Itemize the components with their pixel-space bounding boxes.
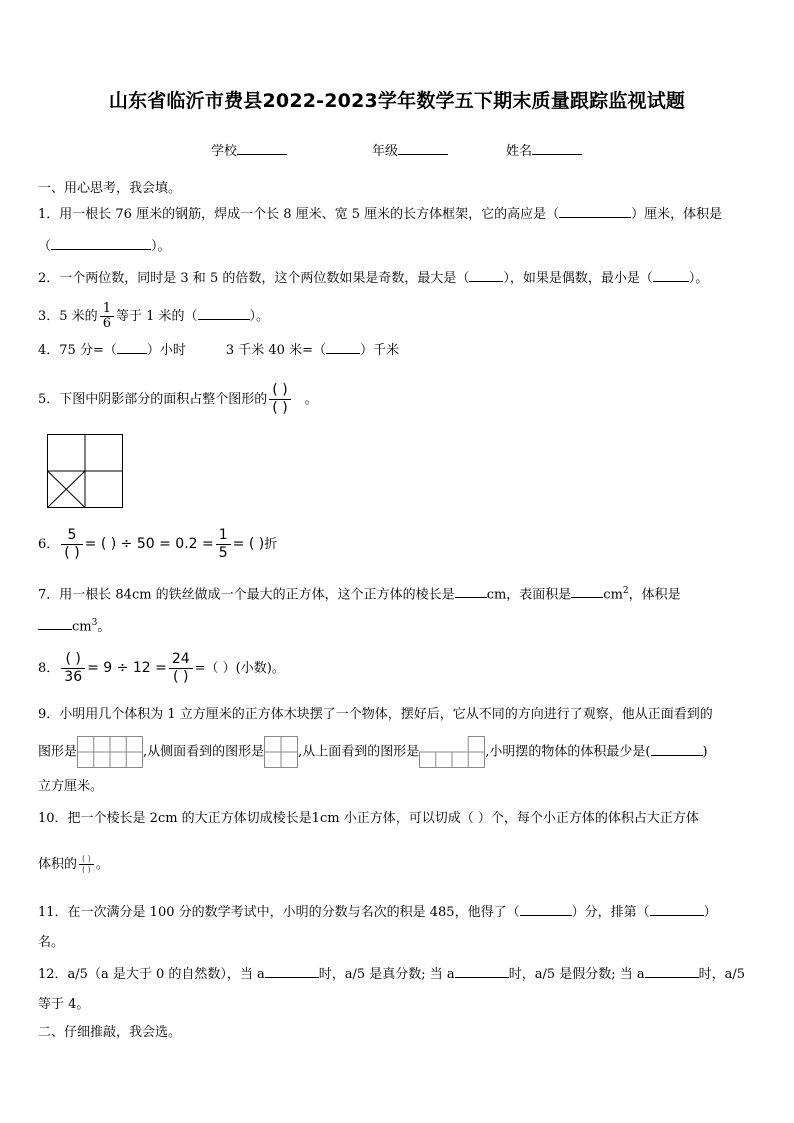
q4-hours-blank[interactable]	[117, 353, 147, 354]
q12-proper-blank[interactable]	[265, 977, 319, 978]
school-blank[interactable]	[237, 154, 287, 155]
question-12-line-2: 等于 4。	[38, 997, 90, 1012]
front-view-figure	[77, 736, 143, 768]
q2-min-blank[interactable]	[653, 281, 689, 282]
q3-fraction: $\frac{1}{6}$	[100, 302, 114, 331]
grade-blank[interactable]	[398, 154, 448, 155]
q8-fraction-1: $\frac{( )}{36}$	[61, 651, 85, 686]
q4-km-blank[interactable]	[326, 353, 360, 354]
grade-label: 年级	[372, 144, 399, 159]
question-11-line-2: 名。	[38, 935, 65, 950]
shaded-grid-diagram	[47, 434, 123, 508]
q12-improper-blank[interactable]	[455, 977, 509, 978]
q1-volume-blank[interactable]	[51, 249, 151, 250]
question-9-line-3: 立方厘米。	[38, 779, 104, 794]
question-10-line-2: 体积的 $\frac{( )}{( )}$ 。	[38, 854, 109, 874]
school-field	[211, 140, 287, 159]
q6-fraction-1: $\frac{5}{( )}$	[61, 527, 82, 562]
name-blank[interactable]	[532, 154, 582, 155]
name-label: 姓名	[506, 144, 533, 159]
question-7-line-1: 7．用一根长 84cm 的铁丝做成一个最大的正方体，这个正方体的棱长是 cm，表面积是 $cm^2$，体积是	[38, 586, 681, 603]
section-2-heading: 二、仔细推敲，我会选。	[38, 1025, 182, 1040]
q5-fraction: $\frac{( )}{( )}$	[269, 382, 290, 417]
question-11-line-1: 11．在一次满分是 100 分的数学考试中，小明的分数与名次的积是 485，他得了（ ）分，排第（ ）	[38, 905, 717, 920]
question-10-line-1: 10．把一个棱长是 2cm 的大正方体切成棱长是1cm 小正方体，可以切成（ ）个，每个小正方体的体积占大正方体	[38, 811, 699, 826]
question-4: 4．75 分=（ ）小时 3 千米 40 米=（ ）千米	[38, 343, 399, 358]
q7-area-blank[interactable]	[571, 597, 603, 598]
top-view-figure	[419, 736, 485, 768]
question-8: 8． $\frac{( )}{36}$ = 9 ÷ 12 = $\frac{24}{( )}$ =（ ）(小数)。	[38, 651, 285, 685]
q5-grid-figure	[47, 434, 123, 512]
question-7-line-2: $cm^3$。	[38, 614, 110, 636]
question-12-line-1: 12．a/5（a 是大于 0 的自然数），当 a 时，a/5 是真分数; 当 a 时，a/5 是假分数; 当 a 时，a/5	[38, 967, 746, 982]
q9-volume-blank[interactable]	[651, 755, 703, 756]
side-view-figure	[264, 736, 298, 768]
section-1-heading: 一、用心思考，我会填。	[38, 181, 182, 196]
question-9-line-2: 图形是 ,从侧面看到的图形是 ,从上面看到的图形是 ,小明摆的物体的体积最少是( )	[38, 736, 708, 769]
question-9-line-1: 9．小明用几个体积为 1 立方厘米的正方体木块摆了一个物体，摆好后，它从不同的方向进行了观察，他从正面看到的	[38, 707, 713, 722]
question-6: 6． $\frac{5}{( )}$ = ( ) ÷ 50 = 0.2 = $\frac{1}{5}$ = ( )折	[38, 527, 278, 561]
q1-height-blank[interactable]	[559, 217, 631, 218]
q10-fraction: $\frac{( )}{( )}$	[79, 854, 94, 875]
page-title: 山东省临沂市费县2022-2023学年数学五下期末质量跟踪监视试题	[108, 90, 686, 112]
question-1-line-2: （ ）。	[38, 239, 171, 254]
q2-max-blank[interactable]	[469, 281, 503, 282]
question-3: 3．5 米的 $\frac{1}{6}$ 等于 1 米的（ ）。	[38, 301, 270, 331]
q3-blank[interactable]	[198, 319, 250, 320]
name-field	[506, 140, 582, 159]
q7-edge-blank[interactable]	[455, 597, 487, 598]
q11-rank-blank[interactable]	[650, 915, 704, 916]
q12-equal-blank[interactable]	[645, 977, 699, 978]
q7-volume-blank[interactable]	[38, 629, 72, 630]
school-label: 学校	[211, 144, 238, 159]
question-2: 2．一个两位数，同时是 3 和 5 的倍数，这个两位数如果是奇数，最大是（ ），如果是偶数，最小是（ ）。	[38, 271, 709, 286]
question-1-line-1: 1．用一根长 76 厘米的钢筋，焊成一个长 8 厘米、宽 5 厘米的长方体框架，它的高应是（ ）厘米，体积是	[38, 207, 723, 222]
q6-fraction-2: $\frac{1}{5}$	[216, 527, 231, 562]
grade-field	[372, 140, 448, 159]
q8-fraction-2: $\frac{24}{( )}$	[169, 651, 193, 686]
question-5: 5．下图中阴影部分的面积占整个图形的 $\frac{( )}{( )}$ 。	[38, 382, 318, 416]
q11-score-blank[interactable]	[520, 915, 572, 916]
